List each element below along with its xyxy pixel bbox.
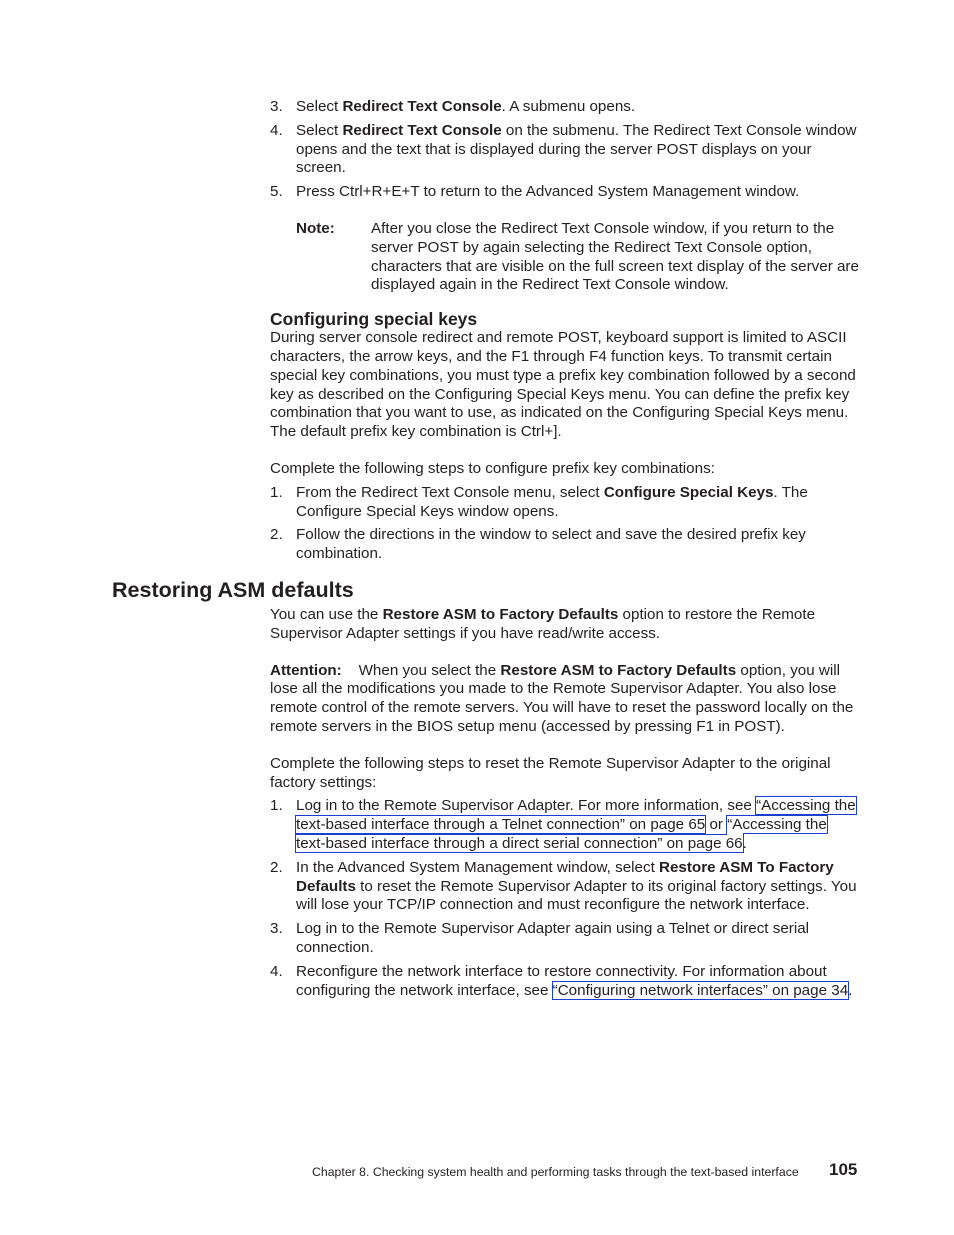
list-item: 5. Press Ctrl+R+E+T to return to the Advanced System Management window. — [270, 183, 800, 201]
restoring-section — [270, 606, 860, 1005]
note-block — [296, 220, 860, 295]
step-number: 5. — [270, 183, 283, 201]
section-heading: Configuring special keys — [270, 309, 478, 330]
top-steps — [270, 98, 860, 569]
paragraph: During server console redirect and remote POST, keyboard support is limited to ASCII characters, the arrow keys, and the F1 through F4 function keys. To transmit certain special key combinations, you must type a prefix key combination followed by a second key as described on the Configuring Special Keys menu. You can define the prefix key combination that you want to use, as indicated on the Configuring Special Keys menu. The default prefix key combination is Ctrl+]. — [270, 329, 856, 441]
paragraph: Complete the following steps to reset the Remote Supervisor Adapter to the original factory settings: — [270, 754, 831, 791]
attention-label: Attention: — [270, 661, 342, 679]
list-item: 4. Select Redirect Text Console on the submenu. The Redirect Text Console window opens and the text that is displayed during the server POST displays on your screen. — [270, 121, 857, 177]
paragraph: You can use the Restore ASM to Factory Defaults option to restore the Remote Supervisor Adapter settings if you have read/write access. — [270, 606, 816, 642]
step-number: 2. — [270, 526, 283, 544]
accessing-serial-link[interactable]: “Accessing the text-based interface through a direct serial connection” on page 66 — [296, 816, 827, 852]
list-item: 2. In the Advanced System Management window, select Restore ASM To Factory Defaults to reset the Remote Supervisor Adapter to its original factory settings. You will lose your TCP/IP connection and must reconfigure the network interface. — [270, 858, 857, 914]
step-number: 1. — [270, 483, 283, 501]
attention-paragraph: Attention: When you select the Restore ASM to Factory Defaults option, you will lose all the modifications you made to the Remote Supervisor Adapter. You also lose remote control of the remote servers. You will have to reset the password locally on the remote servers in the BIOS setup menu (accessed by pressing F1 in POST). — [270, 661, 854, 735]
page-number: 105 — [829, 1160, 858, 1179]
note-text: After you close the Redirect Text Console window, if you return to the server POST by again selecting the Redirect Text Console option, characters that are visible on the full screen text display of the server are displayed again in the Redirect Text Console window. — [371, 219, 859, 294]
list-item: 1. Log in to the Remote Supervisor Adapter. For more information, see “Accessing the text-based interface through a Telnet connection” on page 65 or “Accessing the text-based interface through a direct serial connection” on page 66. — [270, 797, 856, 852]
accessing-telnet-link[interactable]: “Accessing the text-based interface through a Telnet connection” on page 65 — [296, 797, 856, 834]
list-item: 1. From the Redirect Text Console menu, select Configure Special Keys. The Configure Special Keys window opens. — [270, 483, 808, 520]
step-number: 1. — [270, 797, 283, 815]
list-item: 3. Select Redirect Text Console. A submenu opens. — [270, 98, 636, 115]
step-number: 2. — [270, 858, 283, 876]
footer-chapter-title: Chapter 8. Checking system health and performing tasks through the text-based interface — [312, 1165, 799, 1179]
list-item: 4. Reconfigure the network interface to restore connectivity. For information about configuring the network interface, see “Configuring network interfaces” on page 34. — [270, 962, 853, 999]
note-label: Note: — [296, 219, 335, 237]
step-number: 4. — [270, 962, 283, 980]
paragraph: Complete the following steps to configure prefix key combinations: — [270, 459, 715, 477]
page-title: Restoring ASM defaults — [112, 578, 354, 602]
list-item: 3. Log in to the Remote Supervisor Adapter again using a Telnet or direct serial connection. — [270, 920, 810, 956]
list-item: 2. Follow the directions in the window to select and save the desired prefix key combination. — [270, 526, 806, 563]
configuring-network-link[interactable]: “Configuring network interfaces” on page 34 — [552, 981, 849, 999]
step-number: 3. — [270, 920, 283, 938]
step-number: 3. — [270, 98, 283, 115]
step-number: 4. — [270, 121, 283, 139]
